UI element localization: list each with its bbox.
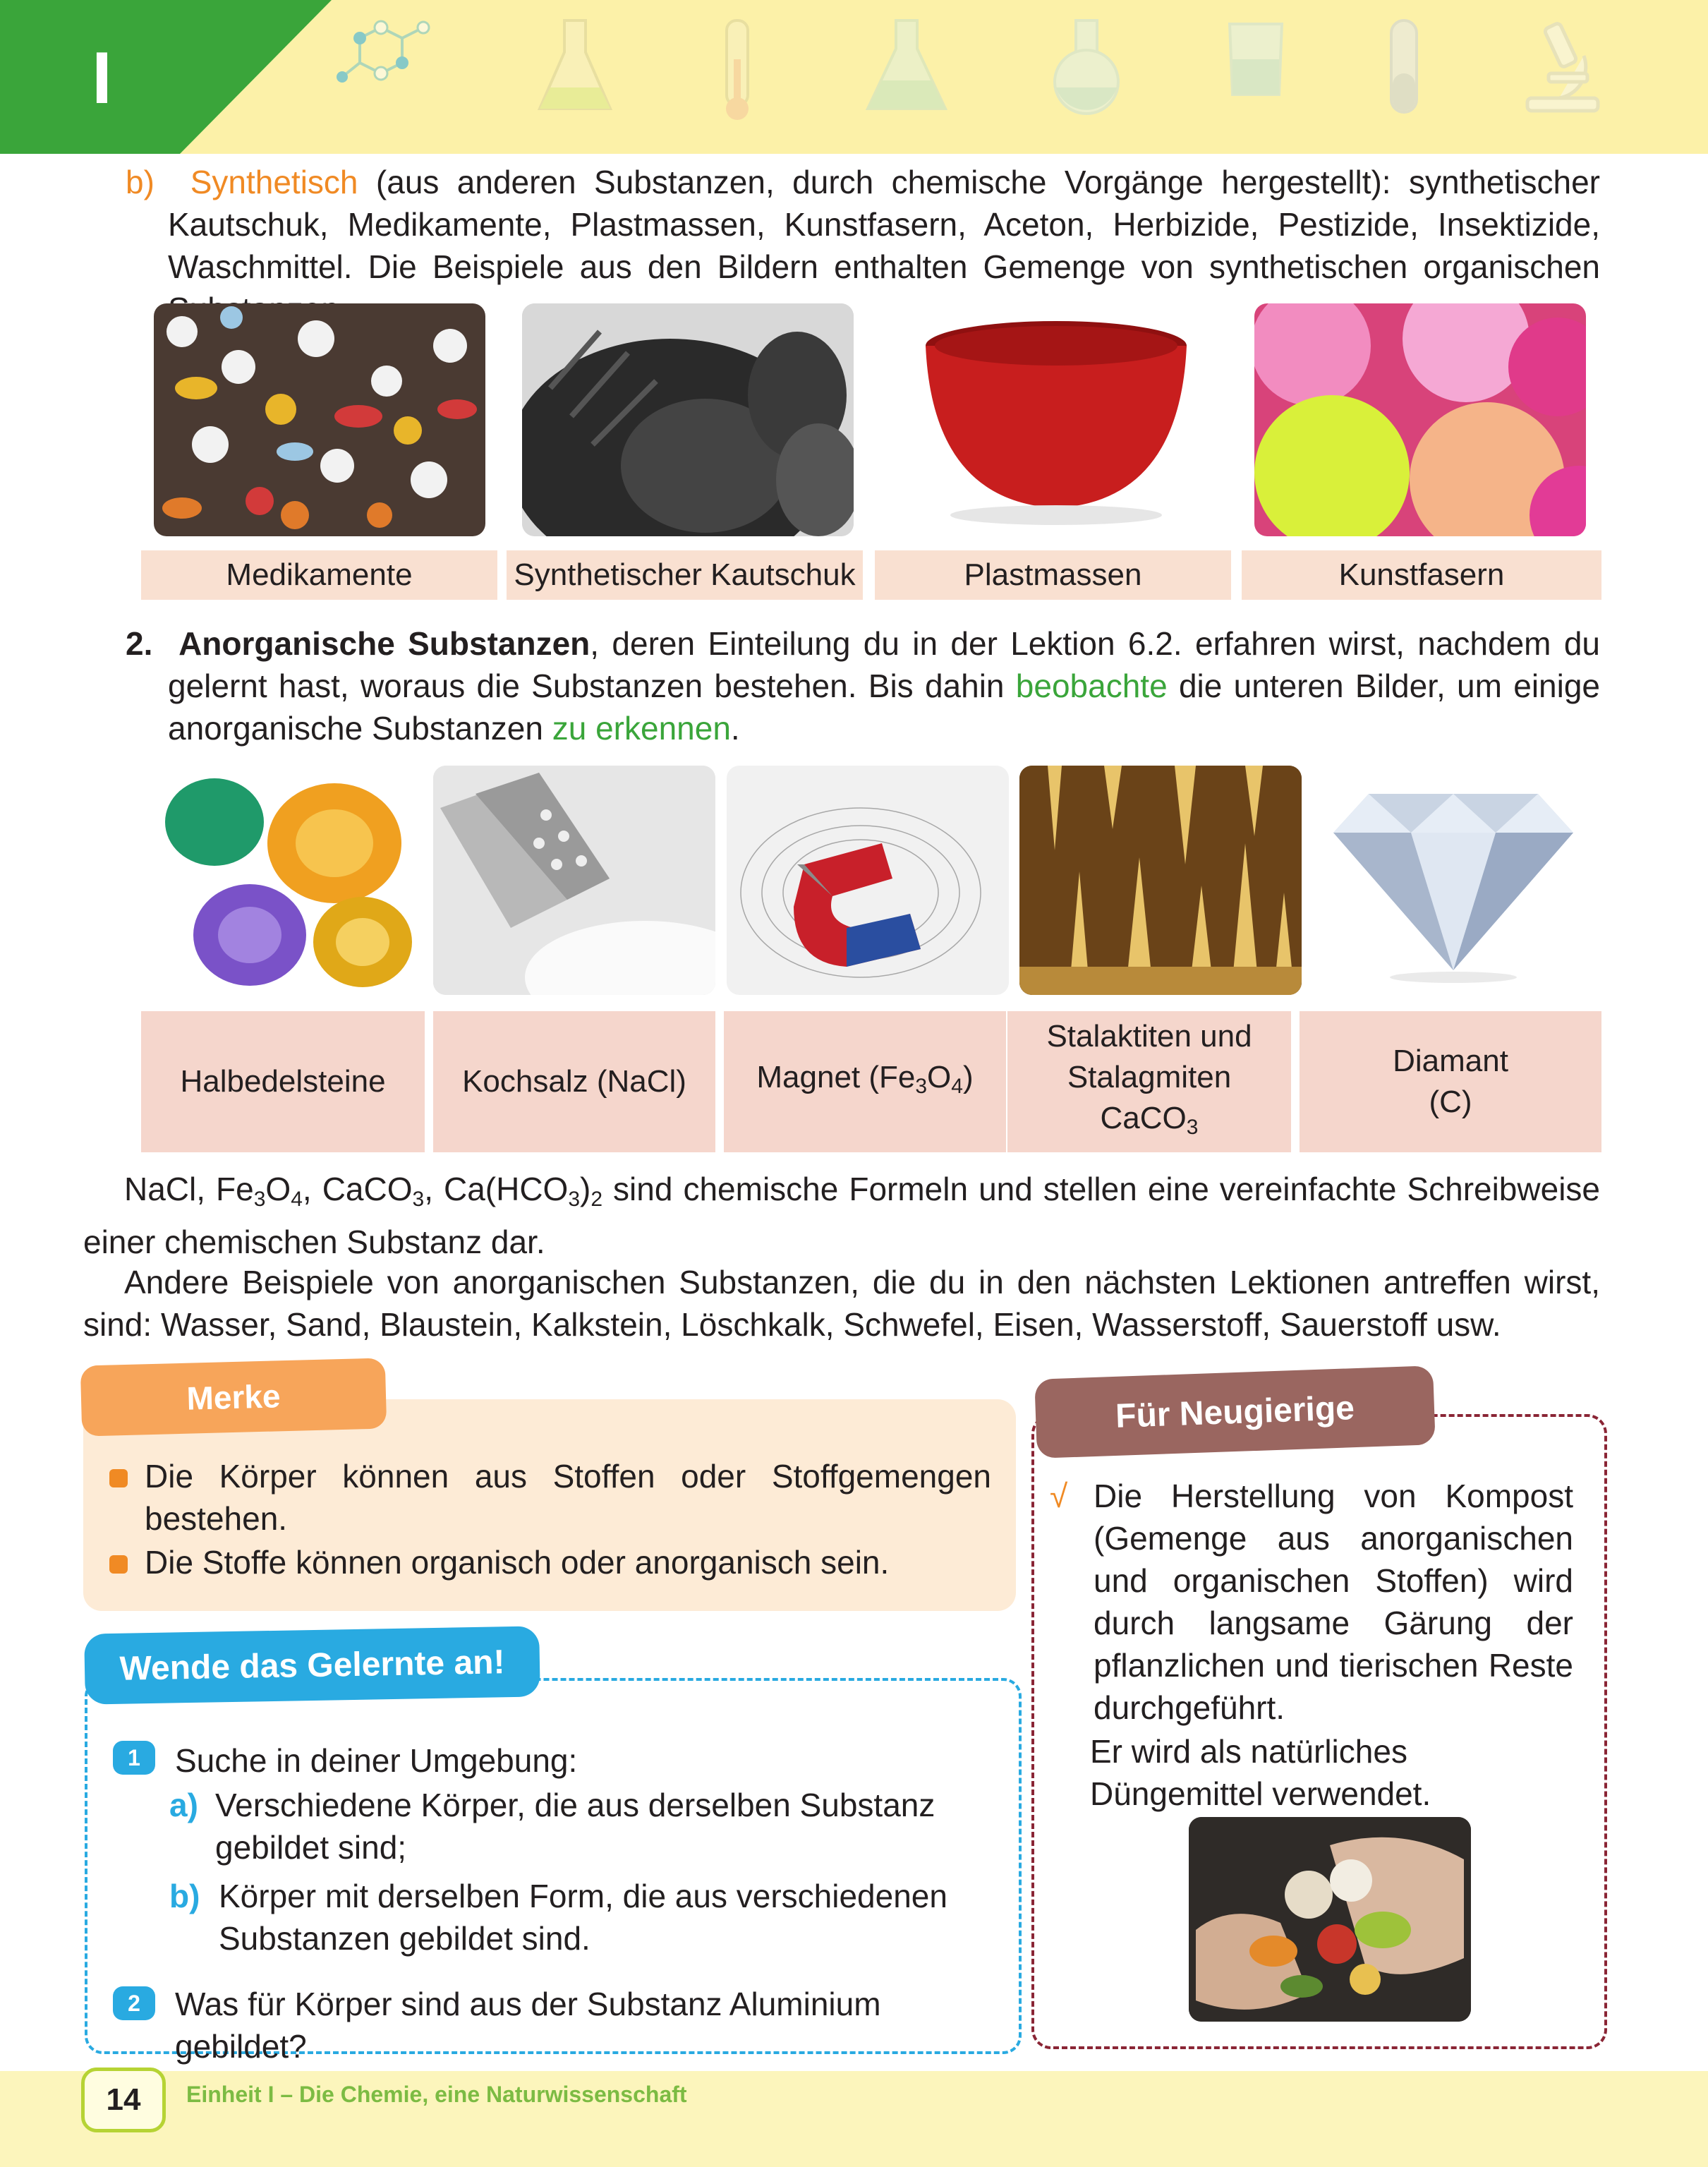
diamond-image <box>1312 766 1594 995</box>
question-1-badge: 1 <box>113 1741 155 1775</box>
page-number: 14 <box>81 2068 166 2132</box>
bowl-image <box>890 303 1222 536</box>
item-label: b) <box>126 164 155 200</box>
formula-sub-3: 3 <box>412 1188 425 1211</box>
caption-kochsalz: Kochsalz (NaCl) <box>433 1011 715 1152</box>
beaker-icon <box>1224 17 1288 102</box>
highlight-beobachte: beobachte <box>1015 668 1168 704</box>
stalactites-image <box>1019 766 1302 995</box>
question-1b-text: Körper mit derselben Form, die aus verschiedenen Substanzen gebildet sind. <box>219 1878 947 1957</box>
bullet-icon <box>109 1469 128 1487</box>
synthetic-text: (aus anderen Substanzen, durch chemische Vorgänge hergestellt): synthetischer Kautschuk, Medikamente, Plastmassen, Kunstfasern, Aceton, Herbizide, Pestizide, Insektizide, Waschmittel. Die Beispiele aus den Bildern enthalten Gemenge von synthetischen organischen <box>168 164 1601 285</box>
neugierige-title: Für Neugierige <box>1034 1365 1436 1459</box>
merke-item-1: Die Körper können aus Stoffen oder Stoffgemengen bestehen. <box>145 1458 991 1537</box>
inorganic-text-2: die unteren Bilder, um einige anorganische Substanzen <box>168 668 1601 747</box>
stalaktiten-sub: 3 <box>1186 1115 1199 1139</box>
highlight-erkennen: zu erkennen <box>552 710 731 747</box>
formula-text-1: NaCl, Fe <box>124 1171 254 1207</box>
question-2-badge: 2 <box>113 1986 155 2020</box>
unit-numeral: I <box>92 37 112 119</box>
question-2-text: Was für Körper sind aus der Substanz Aluminium gebildet? <box>175 1986 881 2065</box>
neugierige-text-2: Er wird als natürliches Düngemittel verwendet. <box>1090 1733 1431 1812</box>
wende-title: Wende das Gelernte an! <box>84 1626 540 1704</box>
erlenmeyer-icon <box>864 17 949 116</box>
formula-sub-5: 2 <box>590 1188 603 1211</box>
caption-magnet <box>724 1011 1006 1152</box>
stalaktiten-line-1: Stalaktiten und <box>1046 1018 1252 1054</box>
formula-sub-4: 3 <box>568 1188 581 1211</box>
check-icon: √ <box>1050 1478 1068 1514</box>
formula-text-5: ) <box>580 1171 591 1207</box>
magnet-image <box>727 766 1009 995</box>
magnet-text-3: ) <box>962 1059 974 1094</box>
gemstones-image <box>144 766 426 995</box>
formula-sub-1: 3 <box>253 1188 266 1211</box>
formula-text-6: sind chemische Formeln und stellen eine vereinfachte Schreibweise einer chemischen Substanz dar. <box>83 1171 1600 1260</box>
inorganic-paragraph <box>126 622 1600 749</box>
formula-text-4: , Ca(HCO <box>424 1171 569 1207</box>
thermometer-icon <box>716 17 758 123</box>
stalaktiten-line-3: CaCO <box>1100 1100 1187 1135</box>
merke-title: Merke <box>80 1358 387 1436</box>
neugierige-text: Die Herstellung von Kompost (Gemenge aus anorganischen und organischen Stoffen) wird durch langsame Gärung der pflanzlichen und tierischen Reste durchgeführt. <box>1094 1478 1573 1726</box>
diamant-line-1: Diamant <box>1393 1044 1508 1078</box>
caption-kautschuk: Synthetischer Kautschuk <box>507 550 863 600</box>
tire-image <box>522 303 854 536</box>
question-1b-label: b) <box>169 1878 200 1914</box>
salt-image <box>433 766 715 995</box>
wool-image <box>1254 303 1586 536</box>
question-1a-text: Verschiedene Körper, die aus derselben Substanz gebildet sind; <box>215 1787 935 1866</box>
microscope-icon <box>1517 17 1609 116</box>
inorganic-text-3: . <box>730 710 740 747</box>
formula-sub-2: 4 <box>291 1188 303 1211</box>
caption-medikamente: Medikamente <box>141 550 497 600</box>
footer-title: Einheit I – Die Chemie, eine Naturwissenschaft <box>186 2082 687 2107</box>
formula-text-3: , CaCO <box>302 1171 413 1207</box>
question-1-text: Suche in deiner Umgebung: <box>175 1742 578 1779</box>
magnet-text-1: Magnet (Fe <box>756 1059 916 1094</box>
round-flask-icon <box>1044 17 1129 116</box>
inorganic-text-1: , deren Einteilung du in der Lektion 6.2. erfahren wirst, nachdem du gelernt hast, woraus die Substanzen bestehen. Bis dahin <box>168 625 1601 704</box>
caption-halbedelsteine: Halbedelsteine <box>141 1011 425 1152</box>
magnet-text-2: O <box>927 1059 952 1094</box>
caption-kunstfasern: Kunstfasern <box>1242 550 1601 600</box>
magnet-sub-1: 3 <box>915 1074 928 1098</box>
bullet-icon <box>109 1555 128 1574</box>
inorganic-title: Anorganische Substanzen <box>178 625 590 662</box>
formula-text-2: O <box>265 1171 291 1207</box>
molecule-icon <box>332 17 437 109</box>
formula-paragraph <box>83 1168 1600 1263</box>
examples-paragraph: Andere Beispiele von anorganischen Substanzen, die du in den nächsten Lektionen antreffen wirst, sind: Wasser, Sand, Blaustein, Kalkstein, Löschkalk, Schwefel, Eisen, Wasserstoff, Sauerstoff usw. <box>83 1264 1600 1343</box>
stalaktiten-line-2: Stalagmiten <box>1067 1059 1232 1094</box>
medicine-image <box>154 303 485 536</box>
caption-stalaktiten <box>1007 1011 1291 1152</box>
magnet-sub-2: 4 <box>951 1074 963 1098</box>
merke-item-2: Die Stoffe können organisch oder anorganisch sein. <box>145 1544 890 1581</box>
synthetic-title: Synthetisch <box>190 164 358 200</box>
caption-plastmassen: Plastmassen <box>875 550 1231 600</box>
question-1a-label: a) <box>169 1787 198 1823</box>
flask-icon <box>536 17 614 116</box>
section-number: 2. <box>126 625 153 662</box>
caption-diamant <box>1300 1011 1601 1152</box>
compost-image <box>1189 1817 1471 2022</box>
diamant-line-2: (C) <box>1429 1085 1472 1119</box>
test-tube-icon <box>1383 17 1425 123</box>
